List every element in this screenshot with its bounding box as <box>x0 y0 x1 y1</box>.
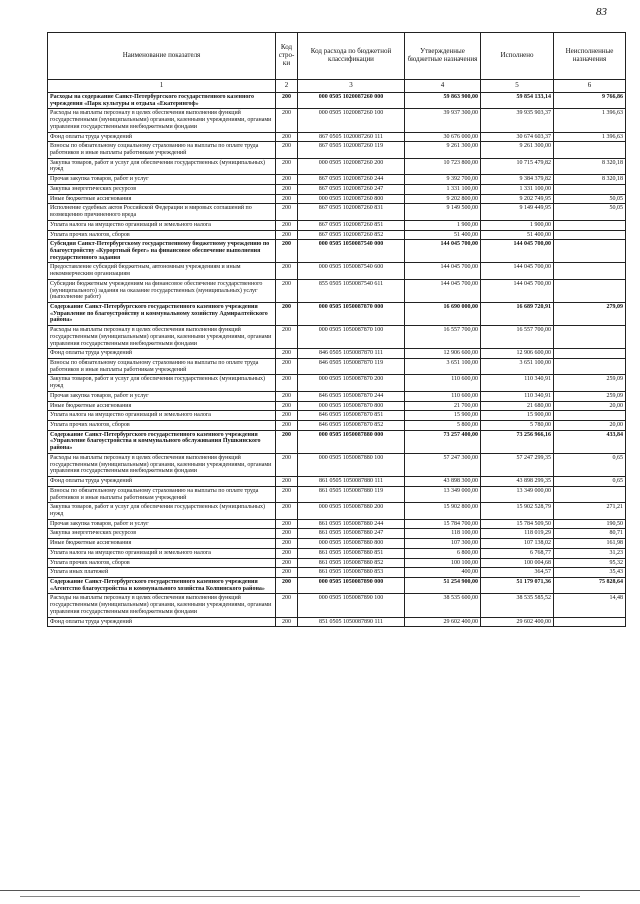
row-approved: 110 600,00 <box>405 391 481 401</box>
table-row <box>48 548 626 558</box>
row-unexecuted: 1 396,63 <box>554 109 626 132</box>
table-row <box>48 158 626 174</box>
row-name: Расходы на выплаты персоналу в целях обеспечения выполнения функций государственными (муниципальными) органами, казенными учреждениями, органами управления государственными внебюджетными фондами <box>48 326 276 349</box>
row-unexecuted <box>554 279 626 302</box>
row-line-code: 200 <box>276 529 298 539</box>
row-executed: 110 340,91 <box>481 375 554 391</box>
row-approved: 38 535 600,00 <box>405 594 481 617</box>
table-row <box>48 240 626 263</box>
row-unexecuted: 433,84 <box>554 430 626 453</box>
row-budget-code: 861 0505 1050087880 852 <box>298 558 405 568</box>
row-name: Закупка товаров, работ и услуг для обеспечения государственных (муниципальных) нужд <box>48 375 276 391</box>
row-name: Закупка товаров, работ и услуг для обеспечения государственных (муниципальных) нужд <box>48 503 276 519</box>
table-row <box>48 503 626 519</box>
row-unexecuted: 9 766,86 <box>554 93 626 109</box>
row-budget-code: 000 0505 1050087890 000 <box>298 577 405 593</box>
row-budget-code: 000 0505 1020087260 200 <box>298 158 405 174</box>
row-executed: 16 689 720,91 <box>481 302 554 325</box>
row-approved: 39 937 300,00 <box>405 109 481 132</box>
row-unexecuted <box>554 617 626 627</box>
row-name: Уплата прочих налогов, сборов <box>48 421 276 431</box>
row-line-code: 200 <box>276 158 298 174</box>
row-unexecuted: 0,65 <box>554 453 626 476</box>
row-line-code: 200 <box>276 477 298 487</box>
row-executed: 107 138,02 <box>481 539 554 549</box>
table-row <box>48 529 626 539</box>
row-approved: 6 800,00 <box>405 548 481 558</box>
row-unexecuted <box>554 263 626 279</box>
row-unexecuted <box>554 359 626 375</box>
row-name: Содержание Санкт-Петербургского государственного казенного учреждения «Агентство благоустройства и коммунального хозяйства Колпинского района» <box>48 577 276 593</box>
row-budget-code: 846 0505 1050087870 852 <box>298 421 405 431</box>
header-line-code: Код стро-ки <box>276 33 298 80</box>
row-executed: 12 906 600,00 <box>481 349 554 359</box>
row-line-code: 200 <box>276 263 298 279</box>
row-unexecuted <box>554 220 626 230</box>
row-line-code: 200 <box>276 194 298 204</box>
row-budget-code: 000 0505 1050087880 000 <box>298 430 405 453</box>
row-name: Фонд оплаты труда учреждений <box>48 132 276 142</box>
row-name: Исполнение судебных актов Российской Федерации и мировых соглашений по возмещению причиненного вреда <box>48 204 276 220</box>
table-row <box>48 577 626 593</box>
row-executed: 100 004,68 <box>481 558 554 568</box>
row-line-code: 200 <box>276 503 298 519</box>
row-line-code: 200 <box>276 93 298 109</box>
row-budget-code: 846 0505 1050087870 119 <box>298 359 405 375</box>
row-approved: 1 900,00 <box>405 220 481 230</box>
table-row <box>48 411 626 421</box>
table-row <box>48 184 626 194</box>
row-unexecuted: 95,32 <box>554 558 626 568</box>
row-name: Фонд оплаты труда учреждений <box>48 617 276 627</box>
row-line-code: 200 <box>276 240 298 263</box>
row-executed: 364,57 <box>481 568 554 578</box>
row-line-code: 200 <box>276 519 298 529</box>
row-line-code: 200 <box>276 132 298 142</box>
row-executed: 5 780,00 <box>481 421 554 431</box>
row-unexecuted <box>554 184 626 194</box>
row-name: Фонд оплаты труда учреждений <box>48 477 276 487</box>
header-budget-code: Код расхода по бюджетной классификации <box>298 33 405 80</box>
row-unexecuted: 259,09 <box>554 391 626 401</box>
row-name: Содержание Санкт-Петербургского государственного казенного учреждения «Управление по благоустройству и коммунальному хозяйству Адмиралтейского района» <box>48 302 276 325</box>
row-budget-code: 000 0505 1050087870 100 <box>298 326 405 349</box>
row-budget-code: 855 0505 1050087540 611 <box>298 279 405 302</box>
bottom-divider <box>20 896 580 897</box>
row-executed: 21 680,00 <box>481 401 554 411</box>
row-approved: 16 690 000,00 <box>405 302 481 325</box>
row-budget-code: 000 0505 1050087880 200 <box>298 503 405 519</box>
row-executed: 30 674 603,37 <box>481 132 554 142</box>
row-name: Уплата налога на имущество организаций и земельного налога <box>48 411 276 421</box>
row-name: Иные бюджетные ассигнования <box>48 194 276 204</box>
table-row <box>48 175 626 185</box>
column-number: 5 <box>481 80 554 93</box>
row-name: Уплата налога на имущество организаций и земельного налога <box>48 548 276 558</box>
row-unexecuted <box>554 326 626 349</box>
row-budget-code: 867 0505 1020087260 244 <box>298 175 405 185</box>
row-name: Закупка товаров, работ и услуг для обеспечения государственных (муниципальных) нужд <box>48 158 276 174</box>
row-unexecuted: 8 320,18 <box>554 158 626 174</box>
table-row <box>48 558 626 568</box>
table-row <box>48 132 626 142</box>
row-line-code: 200 <box>276 349 298 359</box>
row-executed: 6 768,77 <box>481 548 554 558</box>
table-row <box>48 486 626 502</box>
row-budget-code: 000 0505 1050087870 000 <box>298 302 405 325</box>
row-line-code: 200 <box>276 326 298 349</box>
row-name: Предоставление субсидий бюджетным, автономным учреждениям и иным некоммерческим организациям <box>48 263 276 279</box>
row-executed: 73 256 966,16 <box>481 430 554 453</box>
row-executed: 59 854 133,14 <box>481 93 554 109</box>
row-budget-code: 000 0505 1050087870 200 <box>298 375 405 391</box>
row-budget-code: 846 0505 1050087870 851 <box>298 411 405 421</box>
column-number: 6 <box>554 80 626 93</box>
row-line-code: 200 <box>276 230 298 240</box>
row-executed: 51 400,00 <box>481 230 554 240</box>
row-line-code: 200 <box>276 558 298 568</box>
row-executed: 9 261 300,00 <box>481 142 554 158</box>
row-executed: 15 902 528,79 <box>481 503 554 519</box>
row-approved: 144 045 700,00 <box>405 279 481 302</box>
row-unexecuted: 20,00 <box>554 421 626 431</box>
table-row <box>48 401 626 411</box>
row-line-code: 200 <box>276 594 298 617</box>
row-unexecuted: 8 320,18 <box>554 175 626 185</box>
row-executed: 1 331 100,00 <box>481 184 554 194</box>
row-executed: 9 384 379,82 <box>481 175 554 185</box>
row-line-code: 200 <box>276 548 298 558</box>
row-budget-code: 846 0505 1050087870 111 <box>298 349 405 359</box>
row-budget-code: 000 0505 1020087260 800 <box>298 194 405 204</box>
row-line-code: 200 <box>276 617 298 627</box>
row-approved: 51 400,00 <box>405 230 481 240</box>
row-budget-code: 867 0505 1020087260 851 <box>298 220 405 230</box>
row-approved: 144 045 700,00 <box>405 240 481 263</box>
row-executed: 110 340,91 <box>481 391 554 401</box>
row-budget-code: 861 0505 1050087880 119 <box>298 486 405 502</box>
row-name: Закупка энергетических ресурсов <box>48 529 276 539</box>
row-approved: 13 349 000,00 <box>405 486 481 502</box>
row-name: Взносы по обязательному социальному страхованию на выплаты по оплате труда работников и иные выплаты работникам учреждений <box>48 359 276 375</box>
table-row <box>48 204 626 220</box>
table-row <box>48 453 626 476</box>
table-row <box>48 230 626 240</box>
row-budget-code: 867 0505 1020087260 119 <box>298 142 405 158</box>
header-executed: Исполнено <box>481 33 554 80</box>
row-name: Уплата иных платежей <box>48 568 276 578</box>
row-name: Иные бюджетные ассигнования <box>48 401 276 411</box>
table-header-row <box>48 33 626 80</box>
page-number: 83 <box>596 6 607 18</box>
row-name: Уплата налога на имущество организаций и земельного налога <box>48 220 276 230</box>
row-budget-code: 000 0505 1050087540 600 <box>298 263 405 279</box>
row-name: Уплата прочих налогов, сборов <box>48 230 276 240</box>
row-line-code: 200 <box>276 486 298 502</box>
row-name: Взносы по обязательному социальному страхованию на выплаты по оплате труда работников и иные выплаты работникам учреждений <box>48 486 276 502</box>
row-executed: 144 045 700,00 <box>481 279 554 302</box>
row-line-code: 200 <box>276 279 298 302</box>
row-unexecuted: 35,43 <box>554 568 626 578</box>
row-name: Содержание Санкт-Петербургского государственного казенного учреждения «Управление благоустройства и коммунального обслуживания Пушкинского района» <box>48 430 276 453</box>
row-name: Прочая закупка товаров, работ и услуг <box>48 175 276 185</box>
row-name: Расходы на выплаты персоналу в целях обеспечения выполнения функций государственными (муниципальными) органами, казенными учреждениями, органами управления государственными внебюджетными фондами <box>48 109 276 132</box>
row-unexecuted: 20,00 <box>554 401 626 411</box>
table-row <box>48 477 626 487</box>
row-unexecuted: 50,05 <box>554 194 626 204</box>
row-line-code: 200 <box>276 421 298 431</box>
table-row <box>48 142 626 158</box>
row-approved: 9 392 700,00 <box>405 175 481 185</box>
row-name: Расходы на выплаты персоналу в целях обеспечения выполнения функций государственными (муниципальными) органами, казенными учреждениями, органами управления государственными внебюджетными фондами <box>48 594 276 617</box>
row-line-code: 200 <box>276 401 298 411</box>
row-executed: 16 557 700,00 <box>481 326 554 349</box>
row-unexecuted <box>554 240 626 263</box>
row-unexecuted: 279,09 <box>554 302 626 325</box>
column-number: 1 <box>48 80 276 93</box>
row-approved: 110 600,00 <box>405 375 481 391</box>
row-approved: 9 261 300,00 <box>405 142 481 158</box>
row-executed: 10 715 479,82 <box>481 158 554 174</box>
row-name: Прочая закупка товаров, работ и услуг <box>48 519 276 529</box>
header-name: Наименование показателя <box>48 33 276 80</box>
table-row <box>48 519 626 529</box>
row-unexecuted: 14,48 <box>554 594 626 617</box>
row-line-code: 200 <box>276 430 298 453</box>
row-budget-code: 000 0505 1020087260 100 <box>298 109 405 132</box>
budget-execution-table <box>47 32 626 627</box>
row-approved: 30 676 000,00 <box>405 132 481 142</box>
table-row <box>48 194 626 204</box>
table-row <box>48 391 626 401</box>
column-number: 2 <box>276 80 298 93</box>
table-row <box>48 109 626 132</box>
row-unexecuted: 80,71 <box>554 529 626 539</box>
table-row <box>48 539 626 549</box>
row-unexecuted: 271,21 <box>554 503 626 519</box>
table-row <box>48 279 626 302</box>
row-line-code: 200 <box>276 142 298 158</box>
row-approved: 15 902 800,00 <box>405 503 481 519</box>
row-executed: 144 045 700,00 <box>481 263 554 279</box>
row-line-code: 200 <box>276 204 298 220</box>
row-line-code: 200 <box>276 175 298 185</box>
row-executed: 1 900,00 <box>481 220 554 230</box>
table-row <box>48 349 626 359</box>
column-number-row <box>48 80 626 93</box>
row-unexecuted <box>554 349 626 359</box>
table-row <box>48 568 626 578</box>
row-budget-code: 851 0505 1050087890 111 <box>298 617 405 627</box>
row-approved: 29 602 400,00 <box>405 617 481 627</box>
row-budget-code: 861 0505 1050087880 851 <box>298 548 405 558</box>
row-unexecuted: 259,09 <box>554 375 626 391</box>
row-budget-code: 861 0505 1050087880 111 <box>298 477 405 487</box>
row-line-code: 200 <box>276 539 298 549</box>
row-budget-code: 867 0505 1020087260 831 <box>298 204 405 220</box>
table-row <box>48 326 626 349</box>
row-approved: 73 257 400,00 <box>405 430 481 453</box>
row-name: Расходы на содержание Санкт-Петербургского государственного казенного учреждения «Парк культуры и отдыха «Екатерингоф» <box>48 93 276 109</box>
row-approved: 12 906 600,00 <box>405 349 481 359</box>
row-executed: 39 935 903,37 <box>481 109 554 132</box>
row-unexecuted: 161,98 <box>554 539 626 549</box>
row-budget-code: 000 0505 1050087880 800 <box>298 539 405 549</box>
column-number: 3 <box>298 80 405 93</box>
row-unexecuted: 31,23 <box>554 548 626 558</box>
column-number: 4 <box>405 80 481 93</box>
row-unexecuted: 75 828,64 <box>554 577 626 593</box>
row-approved: 1 331 100,00 <box>405 184 481 194</box>
row-line-code: 200 <box>276 359 298 375</box>
row-approved: 57 247 300,00 <box>405 453 481 476</box>
row-unexecuted <box>554 142 626 158</box>
row-unexecuted <box>554 230 626 240</box>
table-row <box>48 594 626 617</box>
row-approved: 43 898 300,00 <box>405 477 481 487</box>
table-row <box>48 359 626 375</box>
row-executed: 144 045 700,00 <box>481 240 554 263</box>
row-approved: 400,00 <box>405 568 481 578</box>
row-name: Субсидия Санкт-Петербургскому государственному бюджетному учреждению по благоустройству «Курортный берег» на финансовое обеспечение выполнения государственного задания <box>48 240 276 263</box>
row-name: Субсидии бюджетным учреждениям на финансовое обеспечение государственного (муниципального) задания на оказание государственных (муниципальных) услуг (выполнение работ) <box>48 279 276 302</box>
row-approved: 3 651 100,00 <box>405 359 481 375</box>
row-line-code: 200 <box>276 109 298 132</box>
row-budget-code: 867 0505 1020087260 111 <box>298 132 405 142</box>
row-approved: 9 149 500,00 <box>405 204 481 220</box>
row-budget-code: 000 0505 1050087540 000 <box>298 240 405 263</box>
row-executed: 51 179 071,36 <box>481 577 554 593</box>
row-approved: 51 254 900,00 <box>405 577 481 593</box>
row-line-code: 200 <box>276 391 298 401</box>
row-executed: 57 247 299,35 <box>481 453 554 476</box>
row-unexecuted: 50,05 <box>554 204 626 220</box>
table-row <box>48 93 626 109</box>
row-name: Иные бюджетные ассигнования <box>48 539 276 549</box>
row-budget-code: 867 0505 1020087260 247 <box>298 184 405 194</box>
row-approved: 107 300,00 <box>405 539 481 549</box>
row-line-code: 200 <box>276 577 298 593</box>
header-unexecuted: Неисполненные назначения <box>554 33 626 80</box>
row-line-code: 200 <box>276 302 298 325</box>
row-approved: 21 700,00 <box>405 401 481 411</box>
row-approved: 15 784 700,00 <box>405 519 481 529</box>
row-line-code: 200 <box>276 375 298 391</box>
table-row <box>48 421 626 431</box>
row-name: Прочая закупка товаров, работ и услуг <box>48 391 276 401</box>
row-executed: 15 784 509,50 <box>481 519 554 529</box>
row-unexecuted: 1 396,63 <box>554 132 626 142</box>
table-row <box>48 617 626 627</box>
row-line-code: 200 <box>276 220 298 230</box>
row-name: Взносы по обязательному социальному страхованию на выплаты по оплате труда работников и иные выплаты работникам учреждений <box>48 142 276 158</box>
row-line-code: 200 <box>276 568 298 578</box>
row-executed: 3 651 100,00 <box>481 359 554 375</box>
row-executed: 43 898 299,35 <box>481 477 554 487</box>
row-unexecuted: 0,65 <box>554 477 626 487</box>
row-budget-code: 861 0505 1050087880 244 <box>298 519 405 529</box>
row-budget-code: 000 0505 1020087260 000 <box>298 93 405 109</box>
row-name: Расходы на выплаты персоналу в целях обеспечения выполнения функций государственными (муниципальными) органами, казенными учреждениями, органами управления государственными внебюджетными фондами <box>48 453 276 476</box>
row-approved: 118 100,00 <box>405 529 481 539</box>
bottom-divider <box>0 890 640 891</box>
row-unexecuted: 190,50 <box>554 519 626 529</box>
row-approved: 100 100,00 <box>405 558 481 568</box>
row-executed: 15 900,00 <box>481 411 554 421</box>
row-executed: 29 602 400,00 <box>481 617 554 627</box>
row-executed: 9 202 749,95 <box>481 194 554 204</box>
table-row <box>48 375 626 391</box>
table-row <box>48 430 626 453</box>
row-name: Фонд оплаты труда учреждений <box>48 349 276 359</box>
table-row <box>48 220 626 230</box>
row-budget-code: 846 0505 1050087870 244 <box>298 391 405 401</box>
table-row <box>48 302 626 325</box>
row-approved: 5 800,00 <box>405 421 481 431</box>
row-budget-code: 861 0505 1050087880 853 <box>298 568 405 578</box>
row-line-code: 200 <box>276 411 298 421</box>
row-budget-code: 000 0505 1050087880 100 <box>298 453 405 476</box>
row-approved: 59 863 900,00 <box>405 93 481 109</box>
row-name: Закупка энергетических ресурсов <box>48 184 276 194</box>
row-unexecuted <box>554 411 626 421</box>
row-line-code: 200 <box>276 453 298 476</box>
row-executed: 9 149 449,95 <box>481 204 554 220</box>
row-executed: 118 019,29 <box>481 529 554 539</box>
row-approved: 10 723 800,00 <box>405 158 481 174</box>
header-approved: Утвержденные бюджетные назначения <box>405 33 481 80</box>
table-row <box>48 263 626 279</box>
table-body <box>48 93 626 627</box>
row-approved: 16 557 700,00 <box>405 326 481 349</box>
row-budget-code: 861 0505 1050087880 247 <box>298 529 405 539</box>
row-name: Уплата прочих налогов, сборов <box>48 558 276 568</box>
row-budget-code: 867 0505 1020087260 852 <box>298 230 405 240</box>
row-approved: 9 202 800,00 <box>405 194 481 204</box>
row-executed: 38 535 585,52 <box>481 594 554 617</box>
row-unexecuted <box>554 486 626 502</box>
row-approved: 144 045 700,00 <box>405 263 481 279</box>
row-approved: 15 900,00 <box>405 411 481 421</box>
row-executed: 13 349 000,00 <box>481 486 554 502</box>
row-budget-code: 000 0505 1050087870 800 <box>298 401 405 411</box>
row-line-code: 200 <box>276 184 298 194</box>
row-budget-code: 000 0505 1050087890 100 <box>298 594 405 617</box>
